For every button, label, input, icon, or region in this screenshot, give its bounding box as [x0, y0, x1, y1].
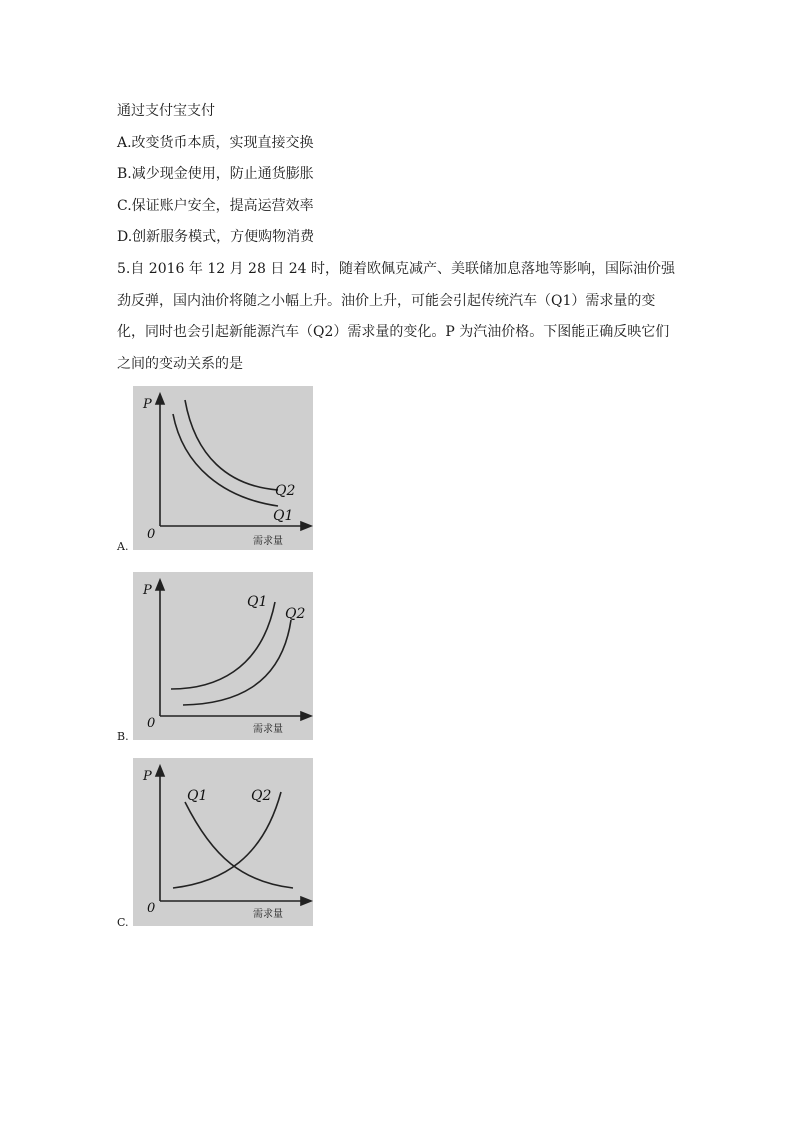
q4-stem-tail: 通过支付宝支付 [117, 103, 215, 119]
curve-q2 [185, 400, 278, 490]
figure-c-graph [133, 758, 313, 926]
curve-label-q2: Q2 [275, 483, 296, 499]
curve-q1 [185, 802, 293, 888]
curve-label-q1: Q1 [247, 594, 268, 610]
curve-label-q2: Q2 [285, 606, 306, 622]
curve-label-q1: Q1 [187, 788, 208, 804]
y-axis-arrow [156, 580, 164, 590]
curve-q1 [173, 414, 278, 506]
q4-option-a: A.改变货币本质，实现直接交换 [117, 135, 314, 151]
x-axis-label: 需求量 [253, 536, 283, 547]
x-axis-arrow [301, 522, 311, 530]
x-axis-label: 需求量 [253, 724, 283, 735]
x-axis-arrow [301, 712, 311, 720]
figure-c [133, 758, 313, 926]
figure-a [133, 386, 313, 550]
curve-q1 [171, 602, 275, 689]
x-axis-label: 需求量 [253, 909, 283, 920]
q4-option-b: B.减少现金使用，防止通货膨胀 [117, 166, 314, 182]
y-axis-arrow [156, 766, 164, 776]
q4-option-c: C.保证账户安全，提高运营效率 [117, 198, 314, 214]
x-axis-arrow [301, 897, 311, 905]
y-axis-arrow [156, 394, 164, 404]
figure-b-graph [133, 572, 313, 740]
origin-label: 0 [147, 901, 156, 916]
curve-q2 [173, 792, 281, 888]
q4-option-d: D.创新服务模式，方便购物消费 [117, 229, 315, 245]
curve-label-q2: Q2 [251, 788, 272, 804]
option-c-label: C. [117, 916, 129, 929]
y-axis-label: P [143, 397, 152, 412]
figure-a-graph [133, 386, 313, 550]
origin-label: 0 [147, 527, 156, 542]
y-axis-label: P [143, 583, 152, 598]
origin-label: 0 [147, 716, 156, 731]
curve-label-q1: Q1 [273, 508, 294, 524]
curve-q2 [183, 620, 291, 705]
q5-stem: 5.自 2016 年 12 月 28 日 24 时，随着欧佩克减产、美联储加息落地等影响，国际油价强劲反弹，国内油价将随之小幅上升。油价上升，可能会引起传统汽车（Q1）需求量的变化，同时也会引起新能源汽车（Q2）需求量的变化。P 为汽油价格。下图能正确反映它们之间的变动关系的是 [117, 261, 676, 372]
option-a-label: A. [117, 540, 129, 553]
figure-b [133, 572, 313, 740]
y-axis-label: P [143, 769, 152, 784]
option-b-label: B. [117, 730, 129, 743]
